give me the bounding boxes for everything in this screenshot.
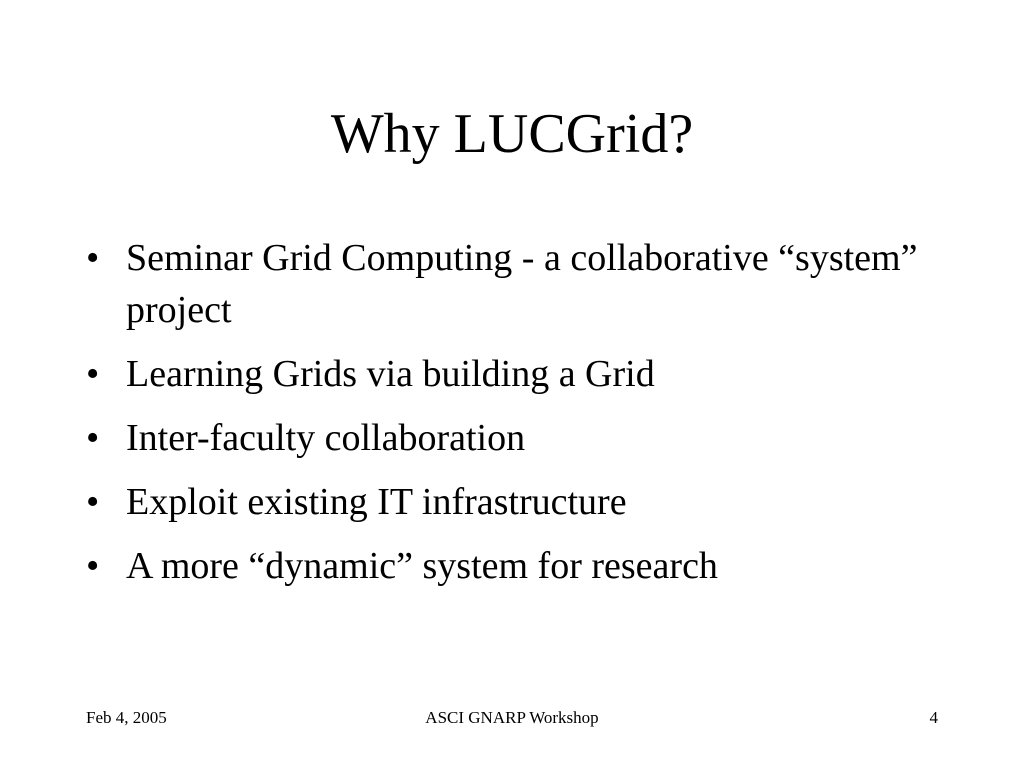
bullet-text: Exploit existing IT infrastructure bbox=[126, 481, 627, 523]
bullet-list bbox=[86, 232, 946, 604]
slide-footer bbox=[0, 704, 1024, 732]
bullet-icon: • bbox=[86, 545, 100, 587]
bullet-icon: • bbox=[86, 417, 100, 459]
bullet-icon: • bbox=[86, 237, 100, 279]
slide-title: Why LUCGrid? bbox=[330, 103, 694, 165]
bullet-text: Inter-faculty collaboration bbox=[126, 417, 526, 459]
bullet-item bbox=[86, 476, 946, 528]
bullet-item bbox=[86, 348, 946, 400]
bullet-text: A more “dynamic” system for research bbox=[126, 545, 718, 587]
bullet-icon: • bbox=[86, 481, 100, 523]
bullet-text: Seminar Grid Computing - a collaborative “system” project bbox=[126, 237, 918, 331]
bullet-item bbox=[86, 232, 946, 336]
footer-event-name: ASCI GNARP Workshop bbox=[425, 708, 599, 727]
bullet-icon: • bbox=[86, 353, 100, 395]
footer-page-number: 4 bbox=[929, 708, 938, 727]
footer-date: Feb 4, 2005 bbox=[86, 708, 167, 727]
bullet-item bbox=[86, 540, 946, 592]
bullet-text: Learning Grids via building a Grid bbox=[126, 353, 655, 395]
bullet-item bbox=[86, 412, 946, 464]
